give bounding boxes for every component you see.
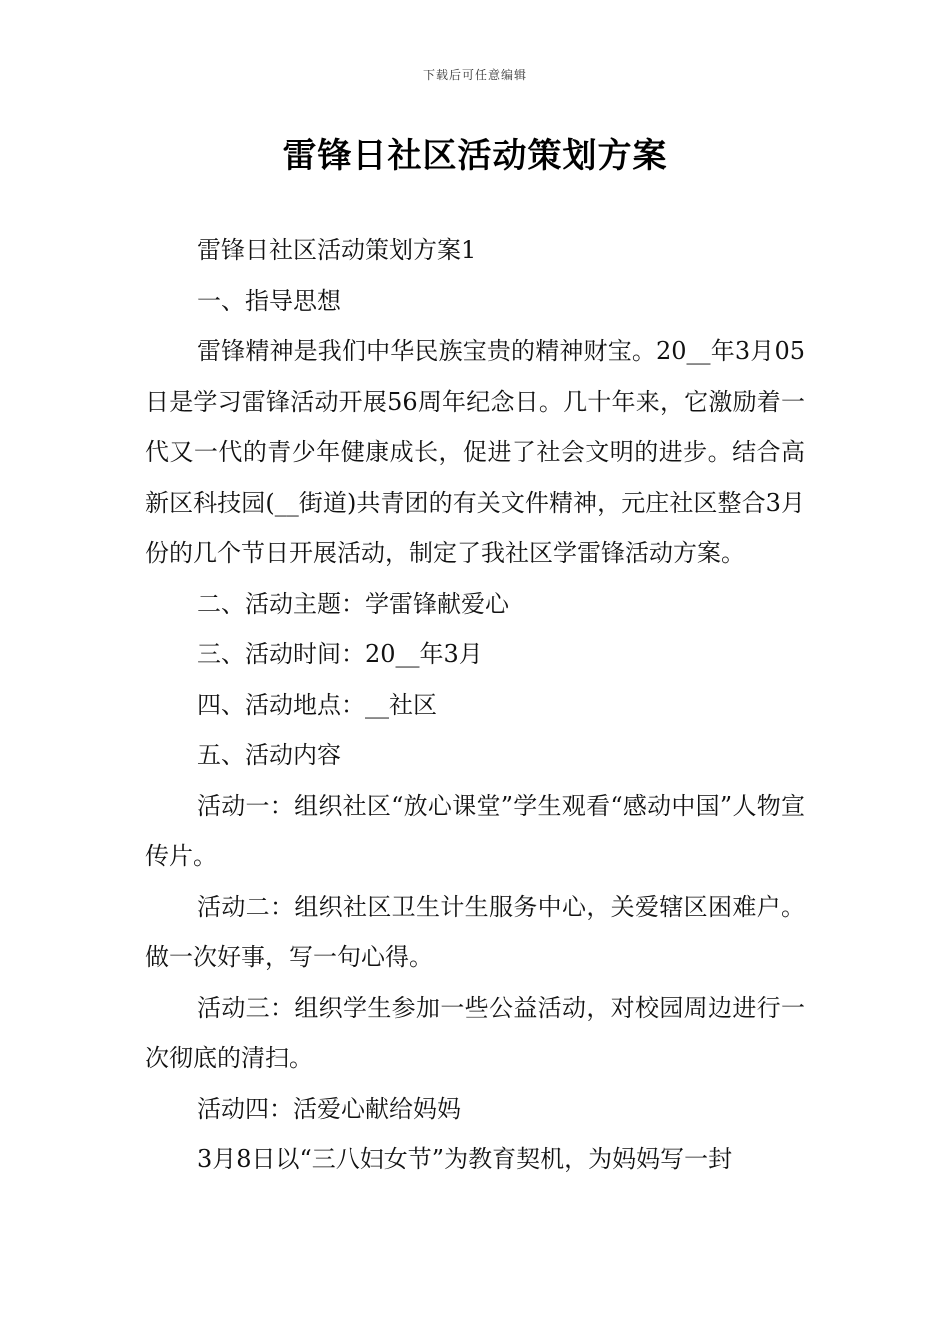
section-heading-time: 三、活动时间：20__年3月 [197,640,483,668]
subtitle-paragraph: 雷锋日社区活动策划方案1 [197,236,477,264]
activity-paragraph-3: 活动三：组织学生参加一些公益活动，对校园周边进行一次彻底的清扫。 [145,993,805,1072]
section-heading-guiding-thought: 一、指导思想 [197,286,341,315]
body-paragraph: 雷锋精神是我们中华民族宝贵的精神财宝。20__年3月05日是学习雷锋活动开展56周年纪念日。几十年来，它激励着一代又一代的青少年健康成长，促进了社会文明的进步。结合高新区科技园(__街道)共青团的有关文件精神，元庄社区整合3月份的几个节日开展活动，制定了我社区学雷锋活动方案。 [145,337,805,567]
activity-paragraph-4-body: 3月8日以“三八妇女节”为教育契机，为妈妈写一封 [197,1145,733,1173]
header-note: 下载后可任意编辑 [422,68,527,82]
section-heading-content: 五、活动内容 [197,741,341,769]
activity-paragraph-2: 活动二：组织社区卫生计生服务中心，关爱辖区困难户。做一次好事，写一句心得。 [145,892,805,971]
activity-paragraph-1: 活动一：组织社区“放心课堂”学生观看“感动中国”人物宣传片。 [145,791,805,870]
document-title: 雷锋日社区活动策划方案 [282,136,668,176]
section-heading-theme: 二、活动主题：学雷锋献爱心 [197,589,509,618]
activity-paragraph-4-heading: 活动四：活爱心献给妈妈 [197,1094,461,1123]
document-body [145,225,805,1185]
section-heading-location: 四、活动地点：__社区 [197,690,437,719]
